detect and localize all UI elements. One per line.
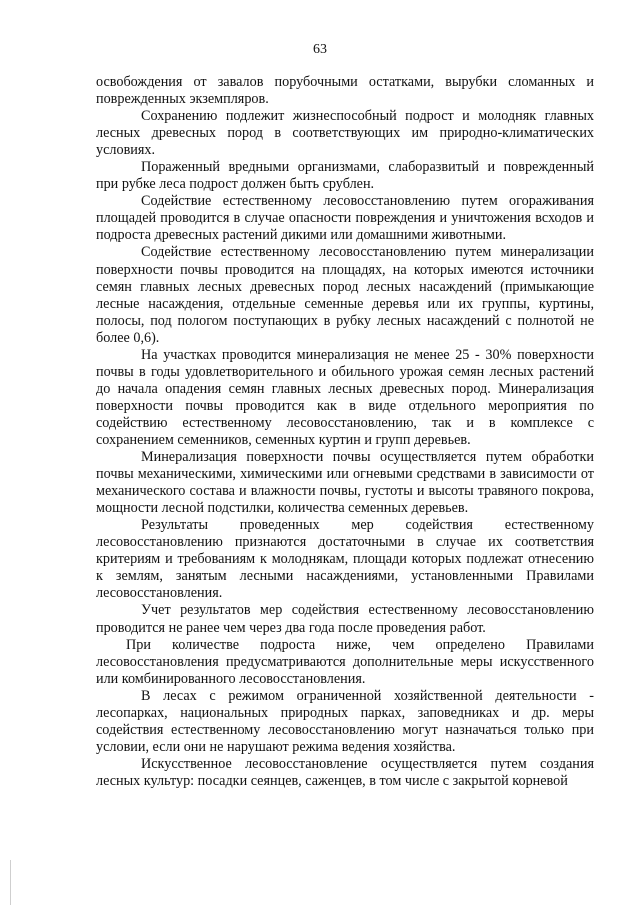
paragraph: Искусственное лесовосстановление осуществляется путем создания лесных культур: посадки сеянцев, саженцев, в том числе с закрытой корневой — [96, 755, 594, 789]
paragraph: Сохранению подлежит жизнеспособный подрост и молодняк главных лесных древесных пород в соответствующих им природно-климатических условиях. — [96, 108, 594, 159]
paragraph: Учет результатов мер содействия естественному лесовосстановлению проводится не ранее чем через два года после проведения работ. — [96, 602, 594, 636]
body-text — [96, 74, 594, 790]
paragraph: При количестве подроста ниже, чем определено Правилами лесовосстановления предусматриваются дополнительные меры искусственного или комбинированного лесовосстановления. — [96, 636, 594, 687]
paragraph: освобождения от завалов порубочными остатками, вырубки сломанных и поврежденных экземпляров. — [96, 74, 594, 108]
paragraph: Содействие естественному лесовосстановлению путем минерализации поверхности почвы проводится на площадях, на которых имеются источники семян главных лесных древесных пород лесных насаждений (примыкающие лесные насаждения, отдельные семенные деревья или их группы, куртины, полосы, под пологом поступающих в рубку лесных насаждений с полнотой не более 0,6). — [96, 244, 594, 346]
scan-edge-mark — [10, 860, 11, 905]
page-number: 63 — [313, 42, 327, 57]
paragraph: Минерализация поверхности почвы осуществляется путем обработки почвы механическими, химическими или огневыми средствами в зависимости от механического состава и влажности почвы, густоты и высоты травяного покрова, мощности лесной подстилки, количества семенных деревьев. — [96, 449, 594, 517]
paragraph: В лесах с режимом ограниченной хозяйственной деятельности - лесопарках, национальных природных парках, заповедниках и др. меры содействия естественному лесовосстановлению могут назначаться только при условии, если они не нарушают режима ведения хозяйства. — [96, 687, 594, 755]
paragraph: Результаты проведенных мер содействия естественному лесовосстановлению признаются достаточными в случае их соответствия критериям и требованиям к молоднякам, площади которых подлежат отнесению к землям, занятым лесными насаждениями, установленными Правилами лесовосстановления. — [96, 517, 594, 602]
paragraph: На участках проводится минерализация не менее 25 - 30% поверхности почвы в годы удовлетворительного и обильного урожая семян лесных растений до начала опадения семян главных лесных древесных пород. Минерализация поверхности почвы проводится как в виде отдельного мероприятия по содействию естественному лесовосстановлению, так и в комплексе с сохранением семенников, семенных куртин и групп деревьев. — [96, 346, 594, 448]
paragraph: Содействие естественному лесовосстановлению путем огораживания площадей проводится в случае опасности повреждения и уничтожения всходов и подроста древесных растений дикими или домашними животными. — [96, 193, 594, 244]
paragraph: Пораженный вредными организмами, слаборазвитый и поврежденный при рубке леса подрост должен быть срублен. — [96, 159, 594, 193]
